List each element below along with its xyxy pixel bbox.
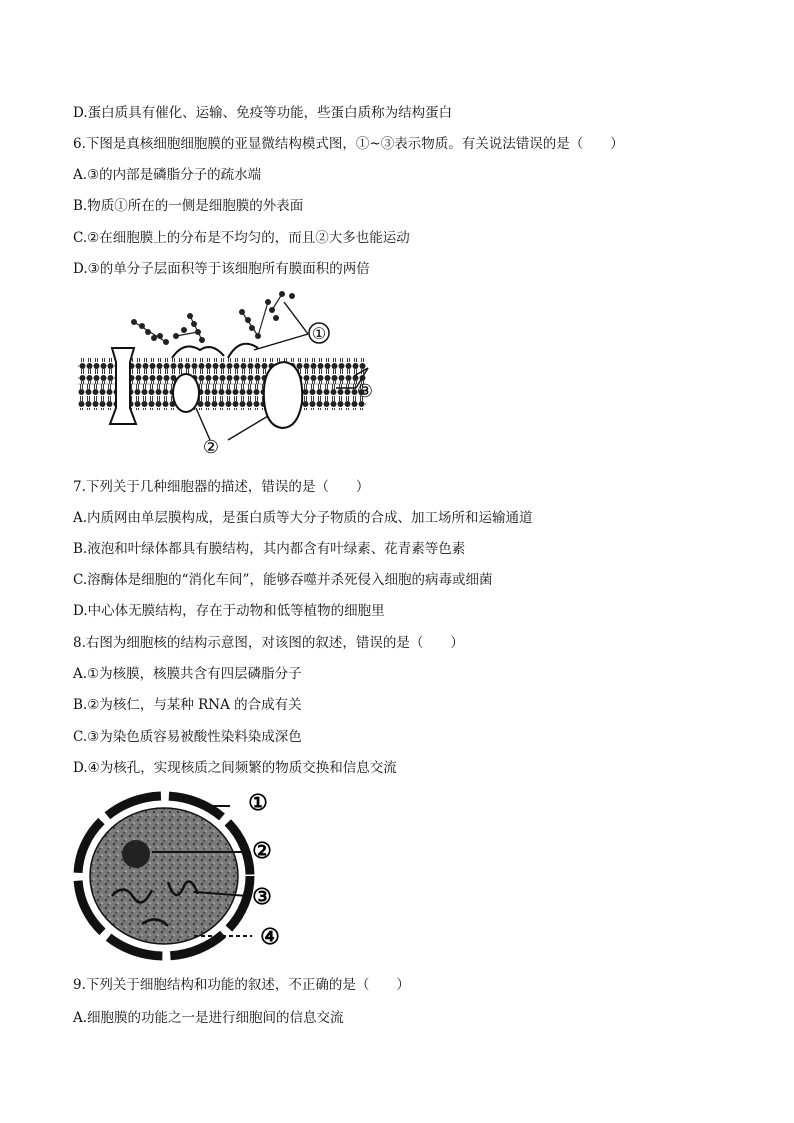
nucleolus (122, 840, 150, 868)
figure1-label-1: ① (311, 324, 327, 343)
question-6-stem: 6.下图是真核细胞细胞膜的亚显微结构模式图，①~③表示物质。有关说法错误的是（ ） (73, 136, 624, 152)
figure2-label-3: ③ (252, 884, 272, 910)
question-6-option-d: D.③的单分子层面积等于该细胞所有膜面积的两倍 (73, 261, 370, 277)
question-7-stem: 7.下列关于几种细胞器的描述，错误的是（ ） (73, 479, 370, 495)
figure1-label-3: ③ (356, 381, 374, 402)
question-8-option-a: A.①为核膜，核膜共含有四层磷脂分子 (73, 666, 302, 682)
question-8-option-b: B.②为核仁，与某种 RNA 的合成有关 (73, 697, 302, 713)
question-6-option-b: B.物质①所在的一侧是细胞膜的外表面 (73, 198, 304, 214)
question-7-option-d: D.中心体无膜结构，存在于动物和低等植物的细胞里 (73, 603, 385, 619)
question-7-option-a: A.内质网由单层膜构成，是蛋白质等大分子物质的合成、加工场所和运输通道 (73, 510, 533, 526)
question-8-option-c: C.③为染色质容易被酸性染料染成深色 (73, 729, 302, 745)
question-8-option-d: D.④为核孔，实现核质之间频繁的物质交换和信息交流 (73, 760, 397, 776)
figure2-label-2: ② (252, 838, 272, 864)
question-6-option-a: A.③的内部是磷脂分子的疏水端 (73, 167, 262, 183)
figure1-label-2: ② (202, 437, 220, 458)
nucleus-diagram (72, 786, 302, 962)
question-8-stem: 8.右图为细胞核的结构示意图，对该图的叙述，错误的是（ ） (73, 635, 464, 651)
question-6-option-c: C.②在细胞膜上的分布是不均匀的，而且②大多也能运动 (73, 230, 410, 246)
figure2-label-1: ① (248, 790, 268, 816)
question-7-option-c: C.溶酶体是细胞的“消化车间”，能够吞噬并杀死侵入细胞的病毒或细菌 (73, 572, 493, 588)
question-5-option-d: D.蛋白质具有催化、运输、免疫等功能，些蛋白质称为结构蛋白 (73, 105, 453, 121)
question-9-stem: 9.下列关于细胞结构和功能的叙述，不正确的是（ ） (73, 977, 410, 993)
question-9-option-a: A.细胞膜的功能之一是进行细胞间的信息交流 (73, 1010, 344, 1026)
cell-membrane-diagram (72, 290, 392, 460)
figure2-label-4: ④ (260, 924, 280, 950)
question-7-option-b: B.液泡和叶绿体都具有膜结构，其内都含有叶绿素、花青素等色素 (73, 541, 466, 557)
